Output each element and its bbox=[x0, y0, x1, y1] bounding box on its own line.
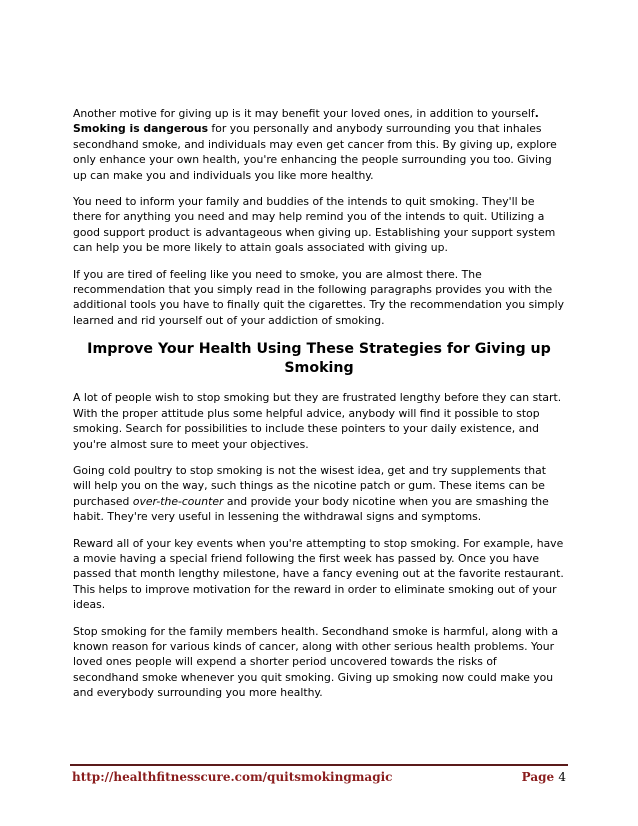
paragraph-text: Going cold poultry to stop smoking is not the wisest idea, get and try supplements that will help you on the way, such things as the nicotine patch or gum. These items can be purchased bbox=[73, 463, 546, 508]
footer-link[interactable]: http://healthfitnesscure.com/quitsmokingmagic bbox=[72, 770, 393, 784]
paragraph-text: for you personally and anybody surrounding you that inhales secondhand smoke, and individuals may even get cancer from this. By giving up, explore only enhance your own health, you're enhancing the people surrounding you too. Giving up can make you and individuals you like more healthy. bbox=[73, 122, 557, 182]
paragraph-text: Another motive for giving up is it may benefit your loved ones, in addition to yourself bbox=[73, 107, 535, 120]
paragraph-reward: Reward all of your key events when you're attempting to stop smoking. For example, have a movie having a special friend following the first week has passed by. Once you have passed that month lengthy milestone, have a fancy evening out at the favorite restaurant. This helps to improve motivation for the reward in order to eliminate smoking out of your ideas. bbox=[73, 536, 564, 612]
paragraph-family-health: Stop smoking for the family members health. Secondhand smoke is harmful, along with a known reason for various kinds of cancer, along with other serious health problems. Your loved ones people will expend a shorter period uncovered towards the risks of secondhand smoke whenever you quit smoking. Giving up smoking now could make you and everybody surrounding you more healthy. bbox=[73, 624, 559, 700]
section-heading: Improve Your Health Using These Strategies for Giving up Smoking bbox=[87, 341, 551, 377]
footer-rule bbox=[70, 764, 568, 766]
paragraph-support: You need to inform your family and buddies of the intends to quit smoking. They'll be there for anything you need and may help remind you of the intends to quit. Utilizing a good support product is advantageous when giving up. Establishing your support system can help you be more likely to attain goals associated with giving up. bbox=[73, 195, 556, 255]
page-number: 4 bbox=[558, 770, 566, 784]
paragraph-attitude: A lot of people wish to stop smoking but they are frustrated lengthy before they can start. With the proper attitude plus some helpful advice, anybody will find it possible to stop smoking. Search for possibilities to include these pointers to your daily existence, and you're almost sure to meet your objectives. bbox=[73, 391, 562, 451]
italic-text: over-the-counter bbox=[132, 494, 224, 508]
page-label: Page bbox=[521, 770, 555, 784]
paragraph-cold-turkey bbox=[73, 463, 565, 525]
page-number-label bbox=[522, 770, 566, 784]
emphasis-text: . Smoking is dangerous bbox=[73, 107, 539, 136]
document-body bbox=[73, 106, 565, 712]
paragraph-loved-ones bbox=[73, 106, 565, 183]
paragraph-tired: If you are tired of feeling like you need to smoke, you are almost there. The recommendation that you simply read in the following paragraphs provides you with the additional tools you have to finally quit the cigarettes. Try the recommendation you simply learned and rid yourself out of your addiction of smoking. bbox=[73, 267, 565, 327]
paragraph-text: and provide your body nicotine when you are smashing the habit. They're very useful in lessening the withdrawal signs and symptoms. bbox=[73, 494, 549, 524]
